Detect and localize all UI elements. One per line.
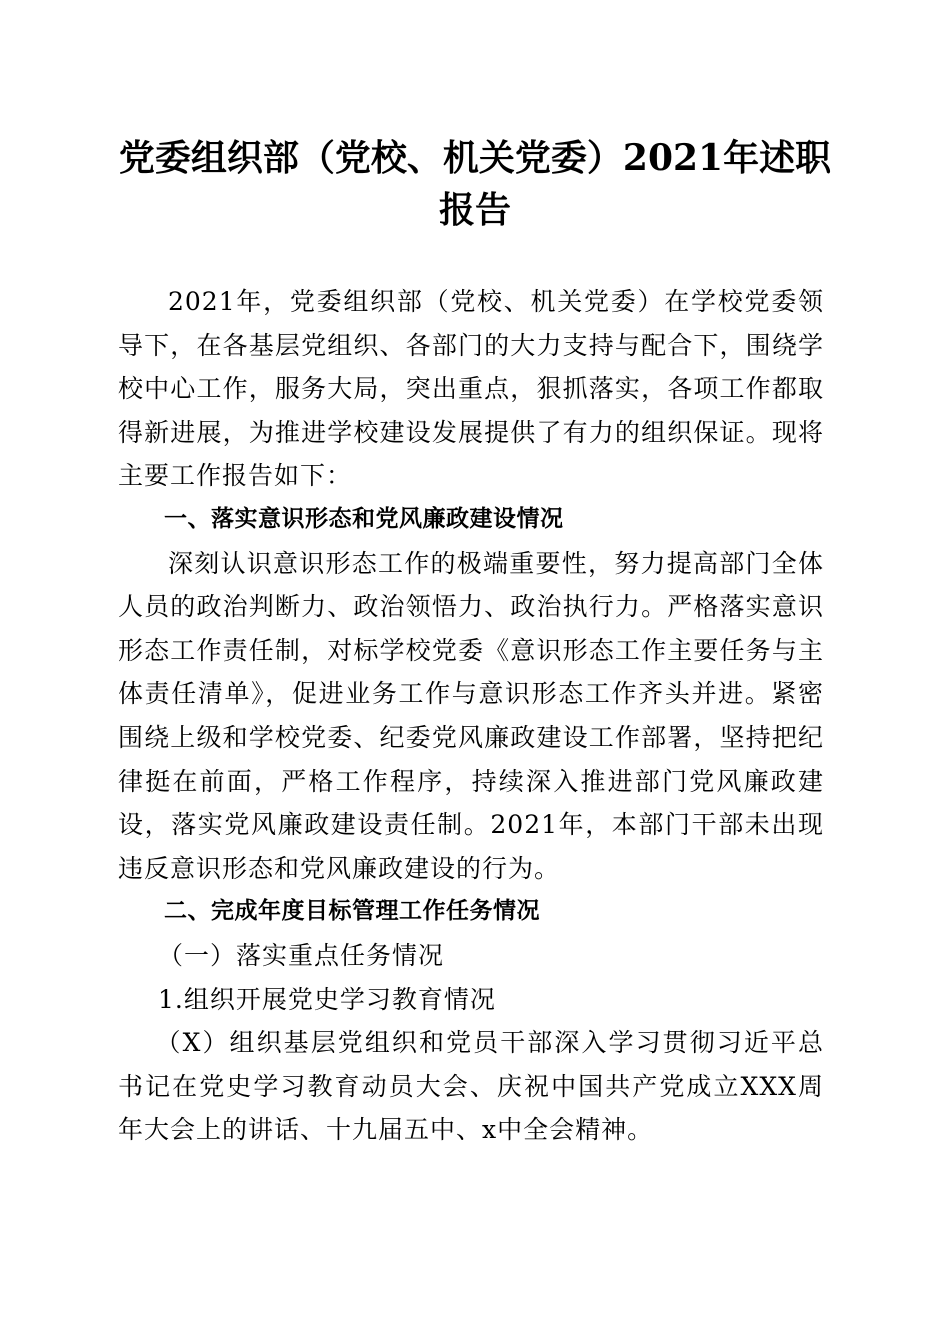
- subsection-1-heading: （一）落实重点任务情况: [158, 940, 445, 970]
- intro-paragraph: 2021年，党委组织部（党校、机关党委）在学校党委领导下，在各基层党组织、各部门的大力支持与配合下，围绕学校中心工作，服务大局，突出重点，狠抓落实，各项工作都取得新进展，为推进学校建设发展提供了有力的组织保证。现将主要工作报告如下：: [118, 287, 824, 491]
- section-2-heading: 二、完成年度目标管理工作任务情况: [164, 898, 540, 925]
- item-1-paragraph: （X）组织基层党组织和党员干部深入学习贯彻习近平总书记在党史学习教育动员大会、庆祝中国共产党成立XXX周年大会上的讲话、十九届五中、x中全会精神。: [118, 1028, 824, 1145]
- section-1-paragraph: 深刻认识意识形态工作的极端重要性，努力提高部门全体人员的政治判断力、政治领悟力、政治执行力。严格落实意识形态工作责任制，对标学校党委《意识形态工作主要任务与主体责任清单》，促进业务工作与意识形态工作齐头并进。紧密围绕上级和学校党委、纪委党风廉政建设工作部署，坚持把纪律挺在前面，严格工作程序，持续深入推进部门党风廉政建设，落实党风廉政建设责任制。2021年，本部门干部未出现违反意识形态和党风廉政建设的行为。: [118, 548, 824, 883]
- document-body: [118, 280, 824, 1152]
- item-1-heading: 1.组织开展党史学习教育情况: [158, 984, 496, 1014]
- document-title: 党委组织部（党校、机关党委）2021年述职报告: [118, 137, 832, 231]
- section-1-heading: 一、落实意识形态和党风廉政建设情况: [164, 505, 564, 532]
